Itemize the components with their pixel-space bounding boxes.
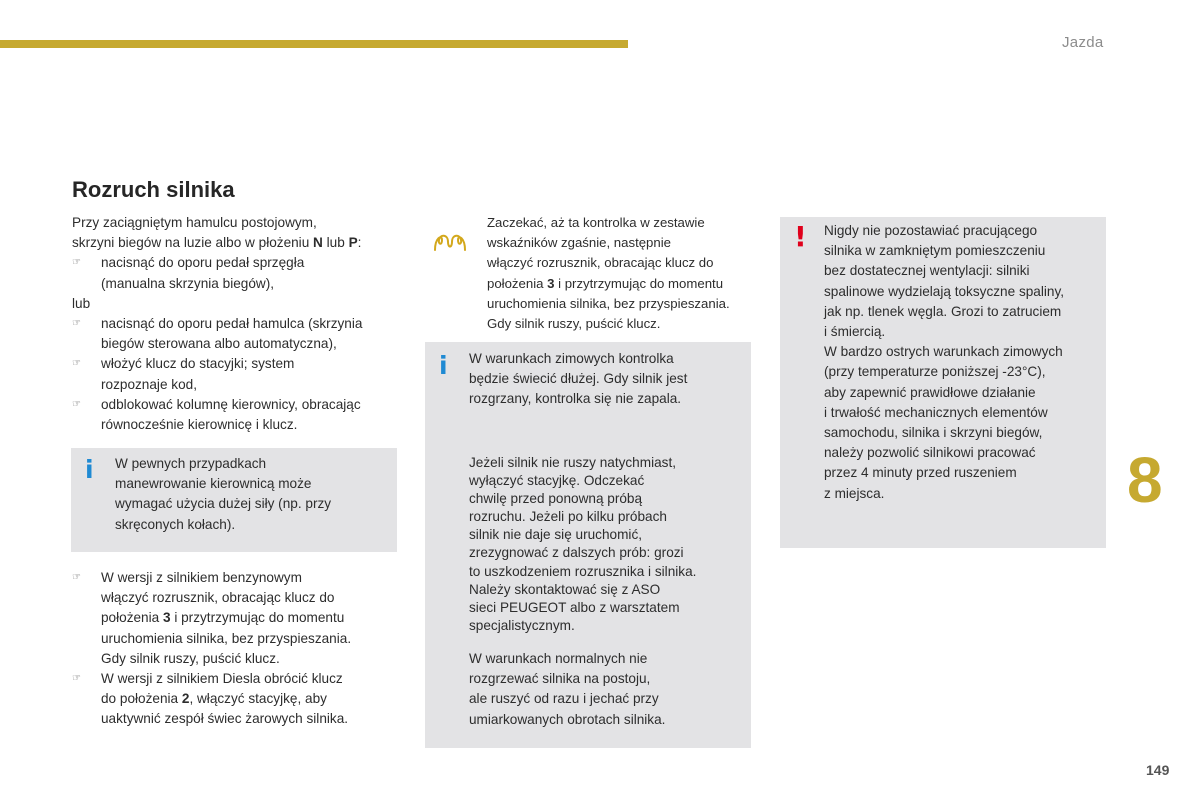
pointer-icon: ☞ (72, 572, 81, 583)
preheat-instructions: Zaczekać, aż ta kontrolka w zestawie wskaźników zgaśnie, następnie włączyć rozrusznik, obracając klucz do położenia 3 i przytrzymując do momentu uruchomienia silnika, bez przyspieszania. Gdy silnik ruszy, puścić klucz. (487, 215, 730, 332)
winter-text: W warunkach zimowych kontrolka będzie świecić dłużej. Gdy silnik jest rozgrzany, kontrolka się nie zapala. (469, 351, 688, 407)
no-start-text: Jeżeli silnik nie ruszy natychmiast, wyłączyć stacyjkę. Odczekać chwilę przed ponowną próbą rozruchu. Jeżeli po kilku próbach silnik nie daje się uruchomić, zrezygnować z dalszych prób: grozi to uszkodzeniem rozrusznika i silnika. Należy skontaktować się z ASO sieci PEUGEOT albo z warsztatem specjalistycznym. (469, 455, 697, 633)
engine-versions (72, 568, 402, 730)
step-brake: ☞ nacisnąć do oporu pedał hamulca (skrzynia biegów sterowana albo automatyczna), (72, 316, 363, 352)
pointer-icon: ☞ (72, 358, 81, 370)
info-icon: i (439, 351, 448, 380)
pointer-icon: ☞ (72, 318, 81, 330)
info-icon: i (85, 455, 94, 484)
left-instructions (72, 213, 402, 435)
warning-text: Nigdy nie pozostawiać pracującego silnika w zamkniętym pomieszczeniu bez dostatecznej wentylacji: silniki spalinowe wydzielają toksyczne spaliny, jak np. tlenek węgla. Grozi to zatruciem i śmiercią. W bardzo ostrych warunkach zimowych (przy temperaturze poniższej -23°C), aby zapewnić prawidłowe działanie i trwałość mechanicznych elementów samochodu, silnika i skrzyni biegów, należy pozwolić silnikowi pracować przez 4 minuty przed ruszeniem z miejsca. (824, 223, 1065, 501)
normal-conditions-text: W warunkach normalnych nie rozgrzewać silnika na postoju, ale ruszyć od razu i jechać przy umiarkowanych obrotach silnika. (469, 651, 666, 727)
warning-box (780, 217, 1106, 548)
or-label: lub (72, 295, 91, 311)
info-box-steering (71, 448, 397, 552)
step-insert-key: ☞ włożyć klucz do stacyjki; system rozpoznaje kod, (72, 356, 295, 392)
warning-icon: ! (794, 220, 807, 253)
header-accent-bar (0, 40, 628, 48)
chapter-number: 8 (1127, 444, 1163, 516)
pointer-icon: ☞ (72, 673, 81, 685)
info-box-winter (425, 342, 751, 748)
page-title: Rozruch silnika (72, 177, 235, 202)
pointer-icon: ☞ (72, 257, 81, 269)
section-label: Jazda (1062, 34, 1104, 51)
info-text: W pewnych przypadkach manewrowanie kierownicą może wymagać użycia dużej siły (np. przy skręconych kołach). (115, 456, 332, 532)
step-unlock-steering: ☞ odblokować kolumnę kierownicy, obracając równocześnie kierownicę i klucz. (72, 396, 361, 433)
petrol-version: ☞ W wersji z silnikiem benzynowym włączyć rozrusznik, obracając klucz do położenia 3 i przytrzymując do momentu uruchomienia silnika, bez przyspieszania. Gdy silnik ruszy, puścić klucz. (72, 570, 352, 666)
preheat-coil-icon (433, 232, 467, 252)
diesel-version: ☞ W wersji z silnikiem Diesla obrócić klucz do położenia 2, włączyć stacyjkę, aby uaktywnić zespół świec żarowych silnika. (72, 671, 349, 727)
pointer-icon: ☞ (72, 398, 81, 410)
intro-line-2: skrzyni biegów na luzie albo w płożeniu N lub P: (72, 235, 362, 251)
step-clutch: ☞ nacisnąć do oporu pedał sprzęgła (manualna skrzynia biegów), (72, 255, 305, 291)
intro-line-1: Przy zaciągniętym hamulcu postojowym, (72, 215, 317, 230)
page-number: 149 (1146, 762, 1170, 778)
